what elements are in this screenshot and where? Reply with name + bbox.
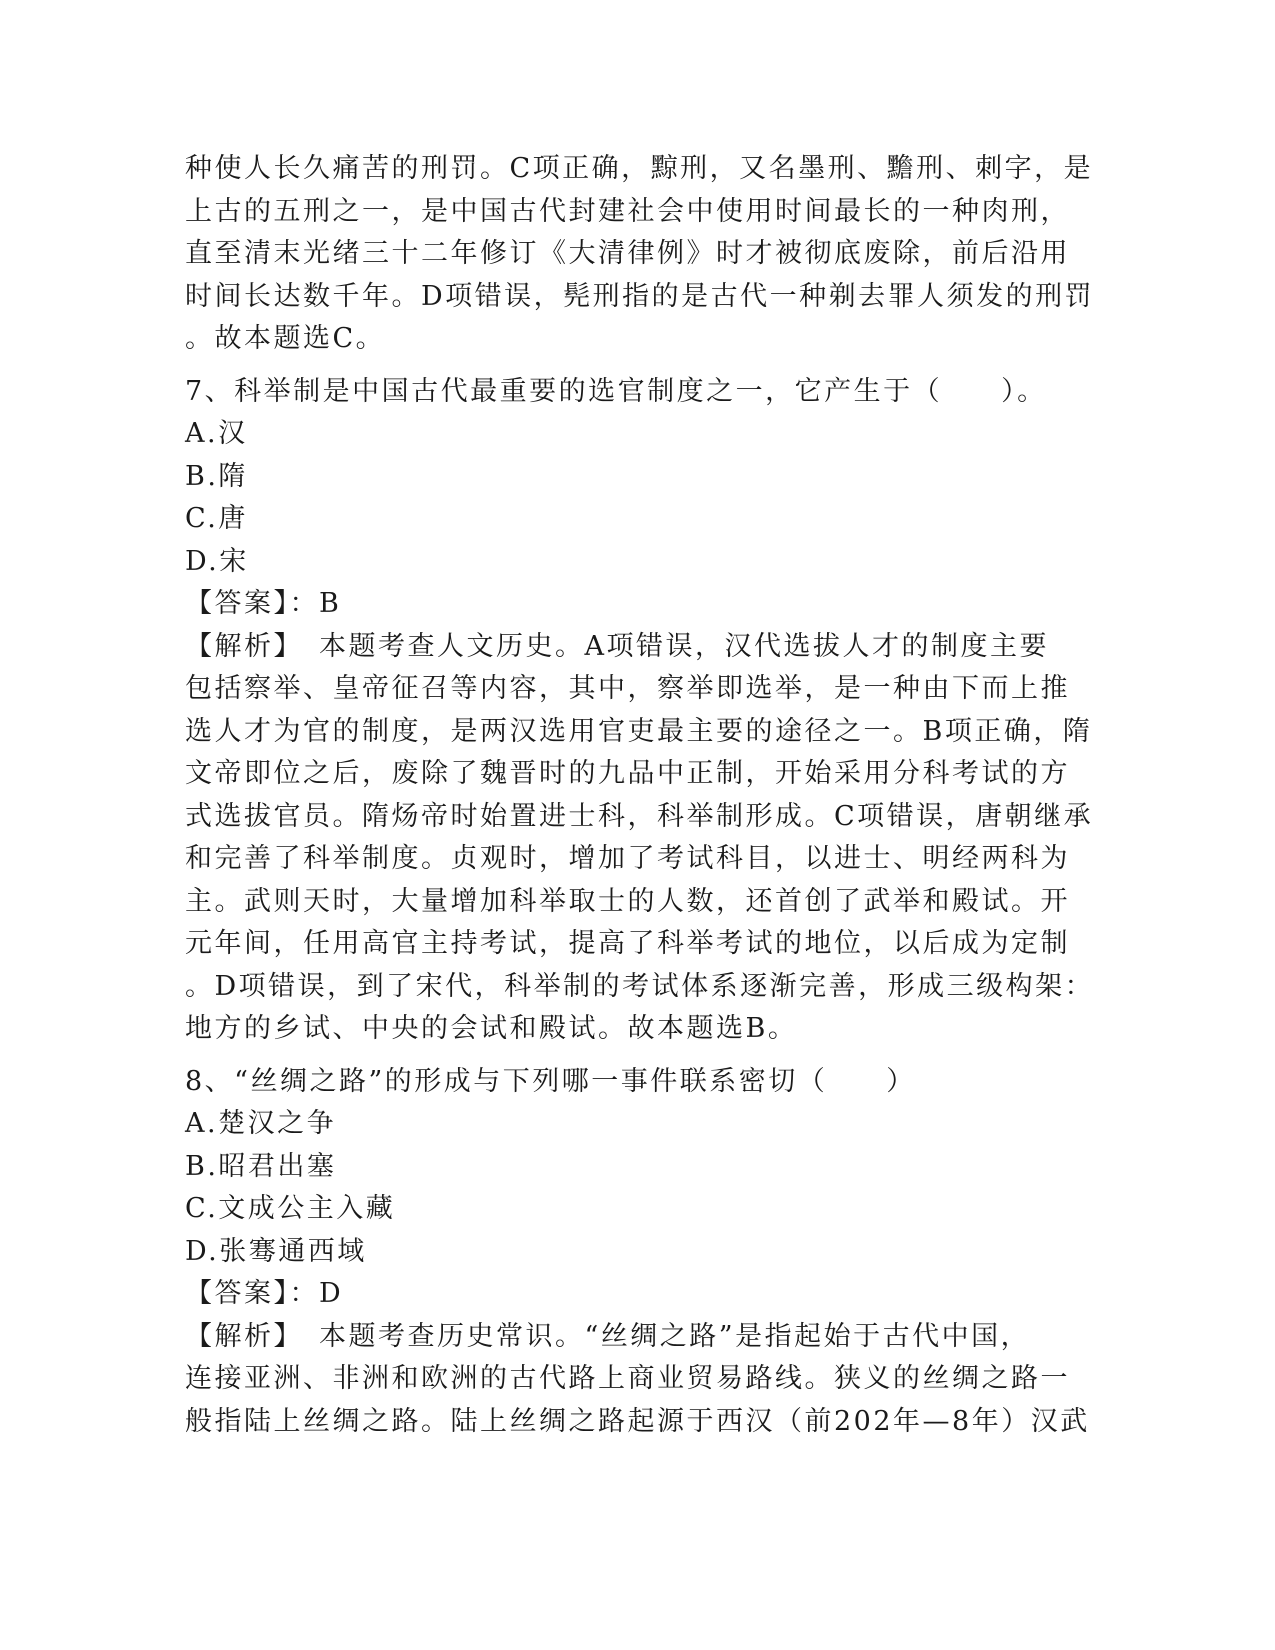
option-a: A.汉 (185, 418, 248, 449)
prev-analysis-tail (185, 148, 1095, 361)
text-line: 直至清末光绪三十二年修订《大清律例》时才被彻底废除，前后沿用 (185, 238, 1070, 269)
analysis-line: 元年间，任用高官主持考试，提高了科举考试的地位，以后成为定制 (185, 928, 1070, 959)
analysis-line: 和完善了科举制度。贞观时，增加了考试科目，以进士、明经两科为 (185, 843, 1070, 874)
question-stem: 8、“丝绸之路”的形成与下列哪一事件联系密切（ ） (185, 1065, 916, 1097)
analysis-line: 地方的乡试、中央的会试和殿试。故本题选B。 (185, 1013, 798, 1044)
analysis-line: 选人才为官的制度，是两汉选用官吏最主要的途径之一。B项正确，隋 (185, 715, 1093, 747)
analysis-line: 包括察举、皇帝征召等内容，其中，察举即选举，是一种由下而上推 (185, 673, 1070, 704)
analysis-line: 文帝即位之后，废除了魏晋时的九品中正制，开始采用分科考试的方 (185, 758, 1070, 789)
option-a: A.楚汉之争 (185, 1108, 337, 1139)
option-d: D.张骞通西域 (185, 1235, 367, 1267)
option-c: C.唐 (185, 503, 248, 534)
analysis-line: 【解析】 本题考查人文历史。A项错误，汉代选拔人才的制度主要 (185, 630, 1049, 662)
document-page (185, 148, 1095, 1443)
text-line: 种使人长久痛苦的刑罚。C项正确，黥刑，又名墨刑、黵刑、刺字，是 (185, 153, 1094, 184)
option-b: B.昭君出塞 (185, 1150, 337, 1182)
answer-line: 【答案】：D (185, 1278, 344, 1309)
analysis-line: 。D项错误，到了宋代，科举制的考试体系逐渐完善，形成三级构架： (185, 970, 1095, 1002)
option-d: D.宋 (185, 545, 249, 577)
question-7 (185, 371, 1095, 1051)
analysis-line: 主。武则天时，大量增加科举取士的人数，还首创了武举和殿试。开 (185, 885, 1070, 917)
text-line: 上古的五刑之一，是中国古代封建社会中使用时间最长的一种肉刑， (185, 195, 1070, 227)
answer-line: 【答案】：B (185, 588, 342, 619)
analysis-line: 般指陆上丝绸之路。陆上丝绸之路起源于西汉（前202年—8年）汉武 (185, 1405, 1090, 1437)
option-b: B.隋 (185, 460, 248, 492)
question-8 (185, 1061, 1090, 1444)
question-stem: 7、科举制是中国古代最重要的选官制度之一，它产生于（ ）。 (185, 375, 1047, 407)
analysis-line: 式选拔官员。隋炀帝时始置进士科，科举制形成。C项错误，唐朝继承 (185, 800, 1094, 832)
analysis-line: 连接亚洲、非洲和欧洲的古代路上商业贸易路线。狭义的丝绸之路一 (185, 1363, 1070, 1394)
option-c: C.文成公主入藏 (185, 1193, 396, 1224)
spacer (185, 361, 1085, 371)
spacer (185, 1051, 1085, 1061)
text-line: 时间长达数千年。D项错误，髡刑指的是古代一种剃去罪人须发的刑罚 (185, 280, 1095, 312)
text-line: 。故本题选C。 (185, 323, 386, 354)
analysis-line: 【解析】 本题考查历史常识。“丝绸之路”是指起始于古代中国， (185, 1320, 1031, 1352)
